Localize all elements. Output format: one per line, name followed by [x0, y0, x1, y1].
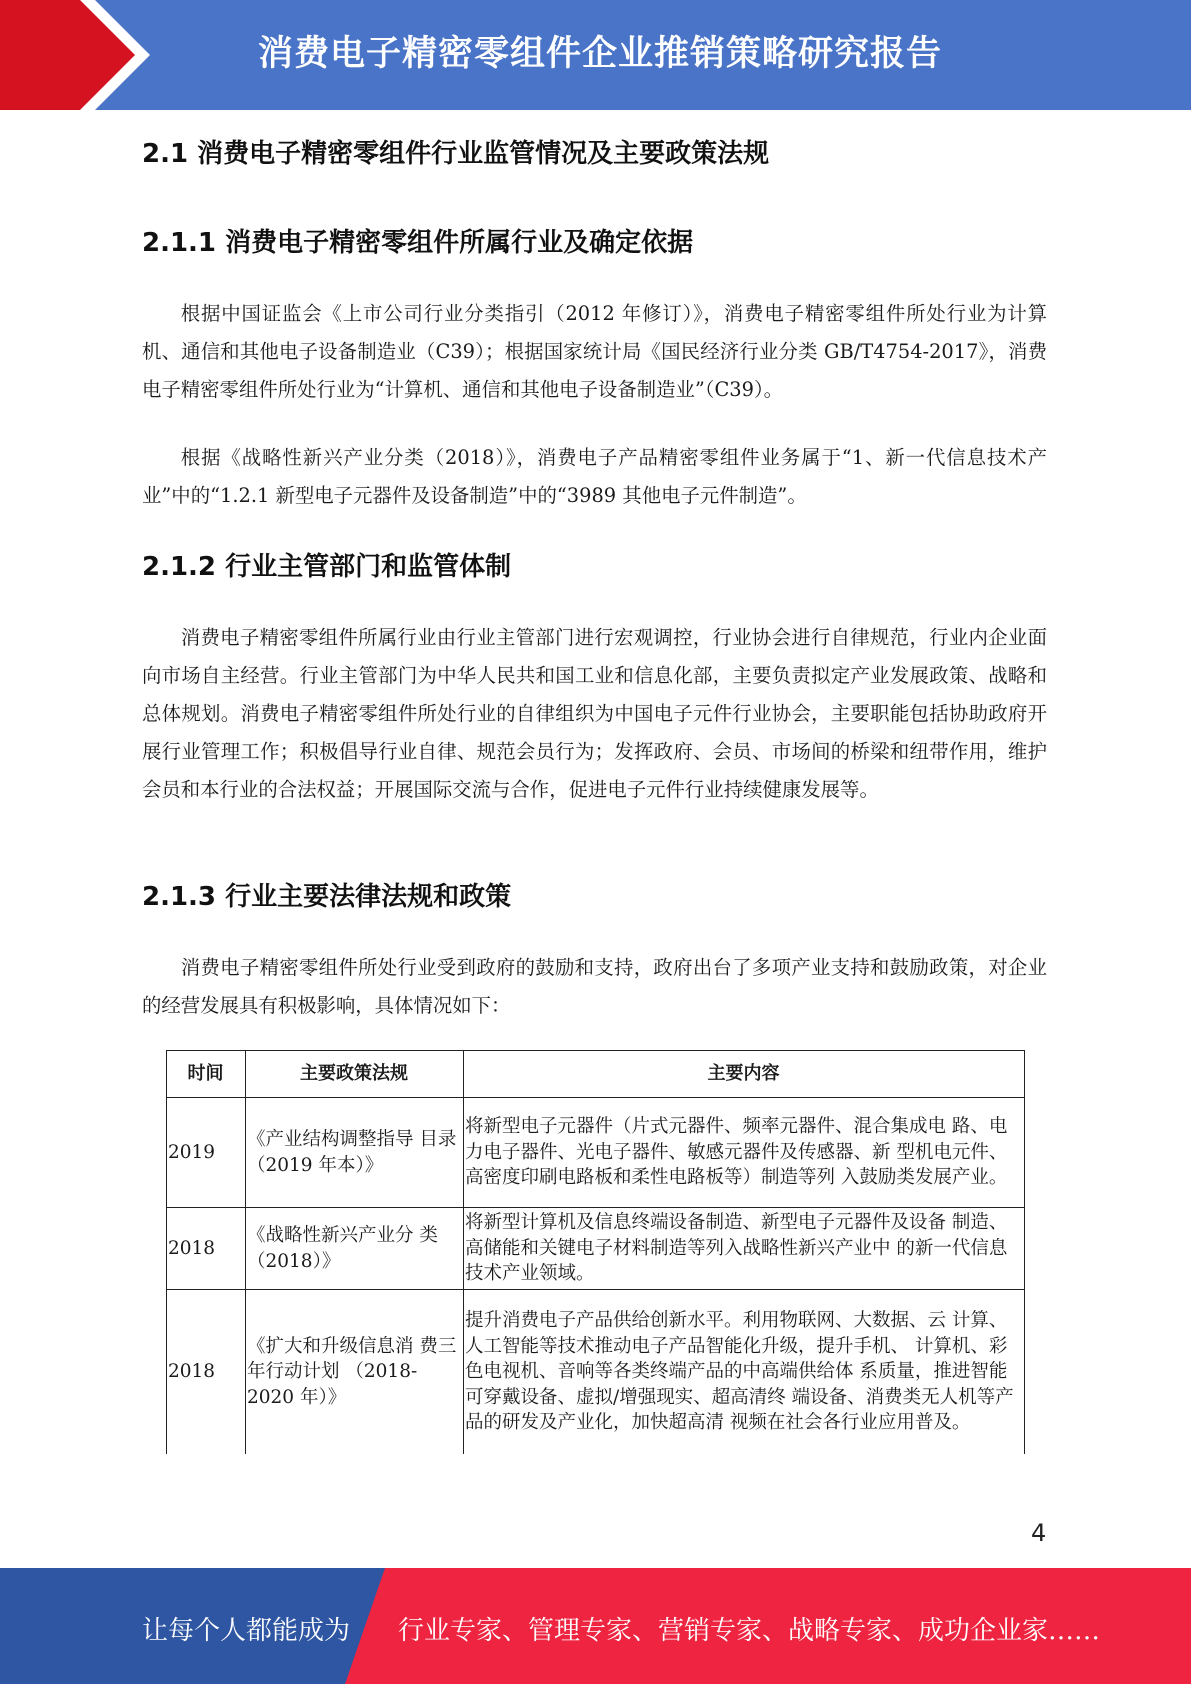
- footer-slogan-right: 行业专家、管理专家、营销专家、战略专家、成功企业家……: [398, 1616, 1101, 1646]
- report-title: 消费电子精密零组件企业推销策略研究报告: [258, 34, 943, 74]
- table-header-row: [167, 1051, 1025, 1098]
- table-row: [167, 1098, 1025, 1208]
- section-2-1-3-heading: 2.1.3 行业主要法律法规和政策: [142, 882, 512, 912]
- footer-slogan-left: 让每个人都能成为: [142, 1616, 351, 1646]
- row-year: 2019: [167, 1098, 246, 1208]
- paragraph-strategic-classification: 根据《战略性新兴产业分类（2018）》，消费电子产品精密零组件业务属于“1、新一代信息技术产业”中的“1.2.1 新型电子元器件及设备制造”中的“3989 其他电子元件制造”。: [142, 446, 1047, 507]
- row-year: 2018: [167, 1290, 246, 1454]
- section-2-1-2-heading: 2.1.2 行业主管部门和监管体制: [142, 552, 512, 582]
- table-row: [167, 1290, 1025, 1454]
- paragraph-industry-classification: 根据中国证监会《上市公司行业分类指引（2012 年修订）》，消费电子精密零组件所处行业为计算机、通信和其他电子设备制造业（C39）；根据国家统计局《国民经济行业分类 GB/T4754-2017》，消费电子精密零组件所处行业为“计算机、通信和其他电子设备制造业”（C39）。: [142, 302, 1047, 401]
- header-policy: 主要政策法规: [246, 1051, 464, 1098]
- header-chevron-decoration: [0, 0, 160, 110]
- table-row: [167, 1208, 1025, 1290]
- row-content: 提升消费电子产品供给创新水平。利用物联网、大数据、云 计算、人工智能等技术推动电子产品智能化升级，提升手机、 计算机、彩色电视机、音响等各类终端产品的中高端供给体 系质量，推进智能可穿戴设备、虚拟/增强现实、超高清终 端设备、消费类无人机等产品的研发及产业化，加快超高清 视频在社会各行业应用普及。: [464, 1290, 1025, 1454]
- row-policy: 《战略性新兴产业分 类（2018）》: [246, 1208, 464, 1290]
- row-policy: 《扩大和升级信息消 费三年行动计划 （2018-2020 年）》: [246, 1290, 464, 1454]
- section-2-1-1-heading: 2.1.1 消费电子精密零组件所属行业及确定依据: [142, 228, 694, 258]
- footer-banner: [0, 1568, 1191, 1684]
- header-content: 主要内容: [464, 1051, 1025, 1098]
- row-policy: 《产业结构调整指导 目录（2019 年本）》: [246, 1098, 464, 1208]
- paragraph-policies-intro: 消费电子精密零组件所处行业受到政府的鼓励和支持，政府出台了多项产业支持和鼓励政策，对企业的经营发展具有积极影响，具体情况如下：: [142, 956, 1047, 1017]
- policy-table: [166, 1050, 1025, 1454]
- header-time: 时间: [167, 1051, 246, 1098]
- row-year: 2018: [167, 1208, 246, 1290]
- header-banner: [0, 0, 1191, 110]
- row-content: 将新型电子元器件（片式元器件、频率元器件、混合集成电 路、电力电子器件、光电子器件、敏感元器件及传感器、新 型机电元件、高密度印刷电路板和柔性电路板等）制造等列 入鼓励类发展产业。: [464, 1098, 1025, 1208]
- paragraph-regulatory-system: 消费电子精密零组件所属行业由行业主管部门进行宏观调控，行业协会进行自律规范，行业内企业面向市场自主经营。行业主管部门为中华人民共和国工业和信息化部，主要负责拟定产业发展政策、战略和总体规划。消费电子精密零组件所处行业的自律组织为中国电子元件行业协会，主要职能包括协助政府开展行业管理工作；积极倡导行业自律、规范会员行为；发挥政府、会员、市场间的桥梁和纽带作用，维护会员和本行业的合法权益；开展国际交流与合作，促进电子元件行业持续健康发展等。: [142, 626, 1047, 801]
- section-2-1-heading: 2.1 消费电子精密零组件行业监管情况及主要政策法规: [142, 139, 770, 169]
- page-number: 4: [1031, 1519, 1047, 1547]
- row-content: 将新型计算机及信息终端设备制造、新型电子元器件及设备 制造、高储能和关键电子材料制造等列入战略性新兴产业中 的新一代信息技术产业领域。: [464, 1208, 1025, 1290]
